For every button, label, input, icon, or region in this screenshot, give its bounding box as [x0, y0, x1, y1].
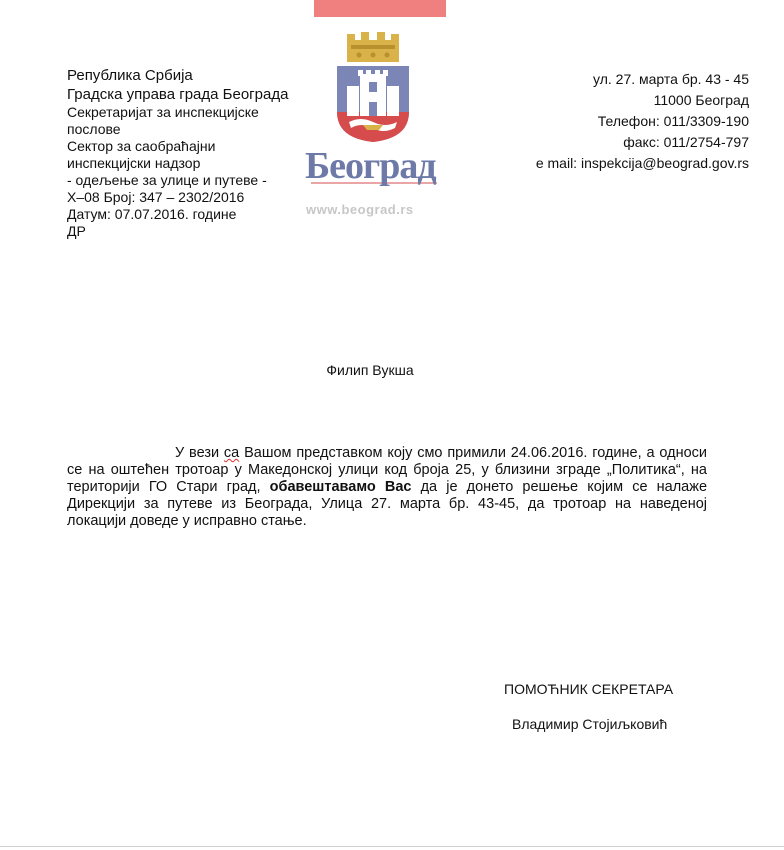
belgrade-coat-of-arms-logo: [303, 30, 443, 225]
top-accent-bar: [314, 0, 446, 17]
document-date: Датум: 07.07.2016. године: [67, 206, 237, 222]
body-part-1a: У вези: [175, 445, 224, 461]
signature-title: ПОМОЋНИК СЕКРЕТАРА: [504, 681, 674, 697]
contact-block: [536, 69, 749, 174]
shield-icon: [337, 66, 409, 142]
logo-wordmark: Београд: [305, 145, 436, 187]
body-part-1c: Вашом представком коју смо примили 24.06.2016. године, а односи се на оштећен тротоар у Македонској улици код броја 25, у близини зграде „Политика“, на територији ГО Стари град,: [67, 445, 707, 495]
contact-fax: факс: 011/2754-797: [623, 134, 749, 150]
reference-number: X–08 Број: 347 – 2302/2016: [67, 189, 245, 205]
sender-block: [67, 66, 327, 240]
sector-line-1: Сектор за саобраћајни: [67, 138, 216, 154]
signature-name: Владимир Стојиљковић: [512, 716, 668, 732]
author-initials: ДР: [67, 223, 86, 239]
contact-phone: Телефон: 011/3309-190: [597, 113, 749, 129]
sector-line-2: инспекцијски надзор: [67, 155, 201, 171]
department-line: - одељење за улице и путеве -: [67, 172, 267, 188]
crown-icon: [347, 32, 399, 62]
recipient-name: Филип Вукша: [326, 362, 414, 378]
body-part-2: да је донето решење којим се налаже Дирекцији за путеве из Београда, Улица 27. марта бр. 43-45, да тротоар на наведеној локацији доведе у исправно стање.: [67, 479, 708, 529]
contact-city: 11000 Београд: [653, 92, 749, 108]
logo-url: www.beograd.rs: [306, 202, 414, 217]
spellcheck-word: са: [223, 445, 240, 461]
secretariat-line-2: послове: [67, 121, 121, 137]
country-name: Република Србија: [67, 67, 193, 84]
contact-address: ул. 27. марта бр. 43 - 45: [593, 71, 749, 87]
page-bottom-divider: [0, 846, 784, 847]
secretariat-line-1: Секретаријат за инспекцијске: [67, 104, 259, 120]
contact-email: e mail: inspekcija@beograd.gov.rs: [535, 155, 749, 171]
letter-body: [67, 445, 707, 530]
body-bold-phrase: обавештавамо Вас: [269, 479, 412, 495]
administration-name: Градска управа града Београда: [67, 86, 289, 103]
